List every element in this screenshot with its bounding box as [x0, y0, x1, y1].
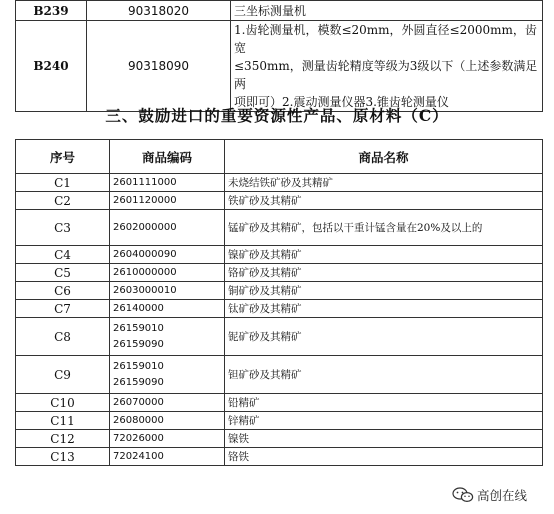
hs-code: 26159090: [113, 376, 164, 388]
header-seq: 序号: [16, 140, 110, 174]
seq-cell: C12: [16, 430, 110, 448]
table-row: [16, 412, 543, 430]
table-row: [16, 192, 543, 210]
hs-code: 2610000000: [113, 266, 177, 278]
product-name-cell: [231, 21, 543, 112]
hs-code: 26159010: [113, 360, 164, 372]
seq-cell: C4: [16, 246, 110, 264]
header-name: 商品名称: [225, 140, 543, 174]
product-name-line: ≤350mm，测量齿轮精度等级为3级以下（上述参数满足两: [234, 59, 538, 91]
seq-cell: B239: [16, 1, 87, 21]
hs-code: 2602000000: [113, 221, 177, 233]
seq-cell: C6: [16, 282, 110, 300]
watermark-text: 高创在线: [477, 488, 528, 503]
product-name-line: 1.齿轮测量机，模数≤20mm，外圆直径≤2000mm，齿宽: [234, 23, 537, 55]
hs-code: 26140000: [113, 302, 164, 314]
hs-code-cell: [110, 448, 225, 466]
hs-code: 26159010: [113, 322, 164, 334]
product-name-cell: 锰矿砂及其精矿，包括以干重计锰含量在20%及以上的: [225, 210, 543, 246]
product-name-cell: 镍矿砂及其精矿: [225, 246, 543, 264]
table-row: [16, 264, 543, 282]
product-name-cell: 钛矿砂及其精矿: [225, 300, 543, 318]
hs-code-cell: [110, 210, 225, 246]
hs-code: 2601120000: [113, 194, 177, 206]
seq-cell: C3: [16, 210, 110, 246]
hs-code: 26080000: [113, 414, 164, 426]
product-name-cell: 铜矿砂及其精矿: [225, 282, 543, 300]
header-code: 商品编码: [110, 140, 225, 174]
hs-code: 26070000: [113, 396, 164, 408]
seq-cell: C5: [16, 264, 110, 282]
seq-cell: C7: [16, 300, 110, 318]
table-row: [16, 448, 543, 466]
seq-cell: C11: [16, 412, 110, 430]
hs-code: 2601111000: [113, 176, 177, 188]
hs-code: 2604000090: [113, 248, 177, 260]
hs-code-cell: [110, 394, 225, 412]
seq-cell: C8: [16, 318, 110, 356]
table-header-row: [16, 140, 543, 174]
table-row: [16, 318, 543, 356]
hs-code-cell: [110, 282, 225, 300]
seq-cell: C10: [16, 394, 110, 412]
seq-cell: C2: [16, 192, 110, 210]
hs-code-cell: [110, 318, 225, 356]
table-row: [16, 21, 543, 112]
table-row: [16, 210, 543, 246]
hs-code-cell: 90318020: [87, 1, 231, 21]
table-row: [16, 1, 543, 21]
hs-code-cell: [110, 300, 225, 318]
resource-products-table: [15, 139, 543, 466]
hs-code-cell: [110, 412, 225, 430]
hs-code: 2603000010: [113, 284, 177, 296]
watermark: [452, 486, 527, 504]
wechat-icon: [452, 487, 474, 503]
product-name-cell: 未烧结铁矿砂及其精矿: [225, 174, 543, 192]
table-row: [16, 246, 543, 264]
product-name-cell: 钽矿砂及其精矿: [225, 356, 543, 394]
product-name-cell: 铬铁: [225, 448, 543, 466]
continued-table: [15, 0, 543, 112]
hs-code-cell: [110, 174, 225, 192]
hs-code: 72024100: [113, 450, 164, 462]
hs-code-cell: [110, 430, 225, 448]
product-name-cell: 铅精矿: [225, 394, 543, 412]
table-row: [16, 174, 543, 192]
product-name-cell: 铌矿砂及其精矿: [225, 318, 543, 356]
product-name-line: 项即可）2.震动测量仪器3.锥齿轮测量仪: [234, 95, 449, 109]
table-row: [16, 282, 543, 300]
seq-cell: C9: [16, 356, 110, 394]
product-name-cell: 镍铁: [225, 430, 543, 448]
seq-cell: B240: [16, 21, 87, 112]
product-name-cell: 铬矿砂及其精矿: [225, 264, 543, 282]
hs-code: 72026000: [113, 432, 164, 444]
product-name-cell: 三坐标测量机: [231, 1, 543, 21]
section-heading: 三、鼓励进口的重要资源性产品、原材料（C）: [105, 106, 449, 125]
product-name-cell: 铁矿砂及其精矿: [225, 192, 543, 210]
hs-code-cell: 90318090: [87, 21, 231, 112]
product-name-cell: 锌精矿: [225, 412, 543, 430]
hs-code-cell: [110, 246, 225, 264]
table-row: [16, 430, 543, 448]
hs-code: 26159090: [113, 338, 164, 350]
hs-code-cell: [110, 264, 225, 282]
seq-cell: C13: [16, 448, 110, 466]
hs-code-cell: [110, 192, 225, 210]
hs-code-cell: [110, 356, 225, 394]
table-row: [16, 300, 543, 318]
seq-cell: C1: [16, 174, 110, 192]
table-row: [16, 356, 543, 394]
table-row: [16, 394, 543, 412]
